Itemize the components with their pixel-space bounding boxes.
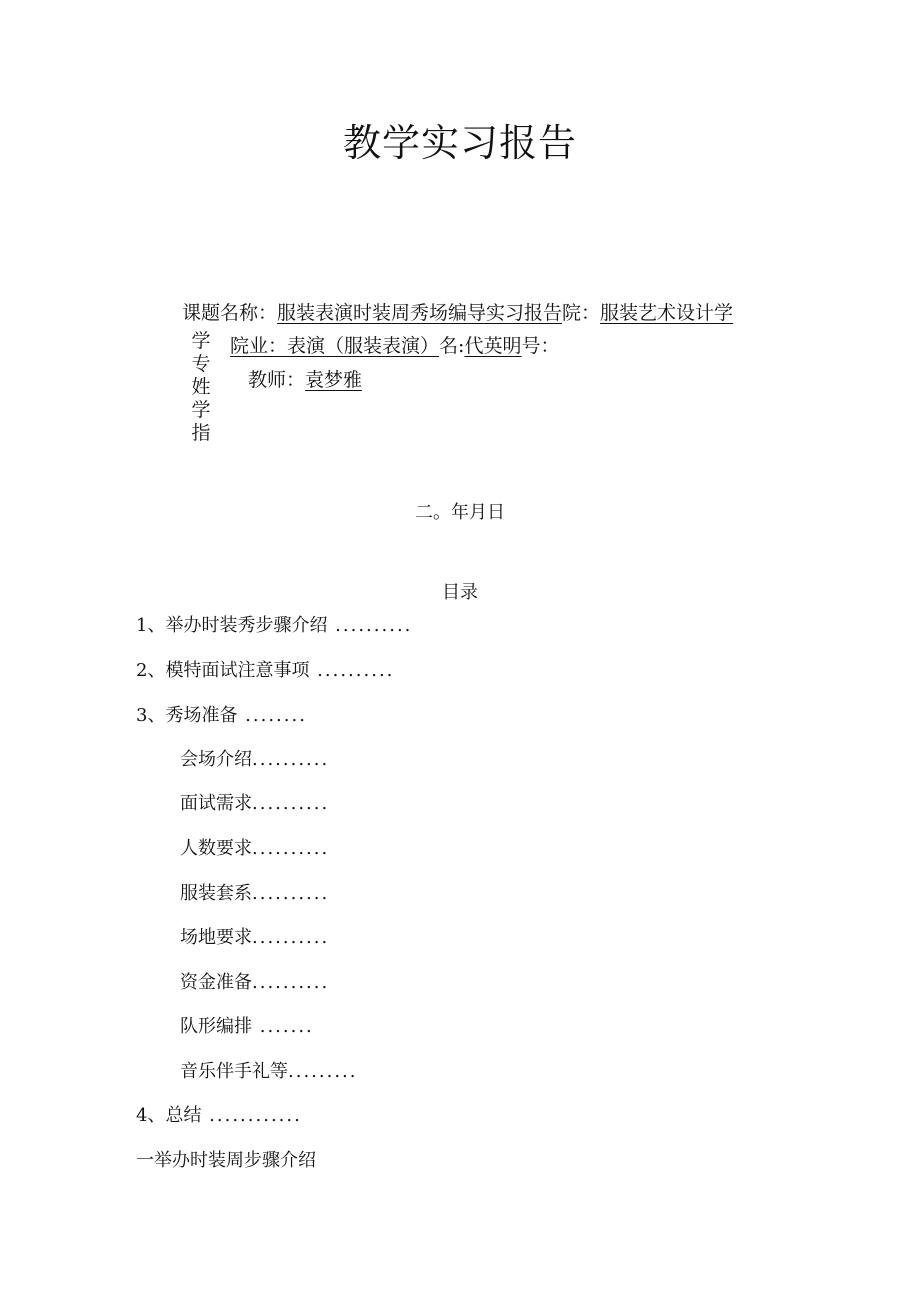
college-value: 服装艺术设计学 — [600, 302, 734, 324]
toc-item-dots: .......... — [309, 660, 395, 681]
toc-title: 目录 — [442, 582, 478, 603]
toc-item — [180, 879, 329, 905]
topic-label: 课题名称： — [182, 302, 278, 324]
toc-item-dots: .......... — [252, 838, 330, 859]
vertical-char: 专 — [191, 353, 211, 375]
name-label: 名: — [439, 335, 465, 357]
toc-item-text: 队形编排 — [180, 1016, 252, 1037]
toc-item-dots: .......... — [252, 972, 330, 993]
vertical-labels — [188, 330, 214, 445]
teacher-label: 教师： — [248, 369, 306, 391]
major-label: 院业： — [230, 335, 288, 357]
vertical-char: 指 — [191, 422, 211, 444]
toc-item-text: 2、模特面试注意事项 — [136, 660, 310, 681]
toc-item-text: 资金准备 — [180, 972, 252, 993]
toc-item-dots: .......... — [252, 793, 330, 814]
toc-item-text: 服装套系 — [180, 883, 252, 904]
toc-item — [180, 923, 329, 949]
toc-item-text: 人数要求 — [180, 838, 252, 859]
toc-item — [180, 834, 329, 860]
student-id-label: 号： — [521, 335, 560, 357]
toc-item-dots: ............ — [201, 1105, 302, 1126]
toc-item-dots: ......... — [288, 1061, 358, 1082]
toc-item-dots: .......... — [252, 927, 330, 948]
toc-item-text: 1、举办时装秀步骤介绍 — [136, 615, 328, 636]
toc-item-dots: .......... — [327, 615, 413, 636]
toc-item-text: 场地要求 — [180, 927, 252, 948]
college-label: 院： — [562, 302, 601, 324]
topic-value: 服装表演时装周秀场编导实习报告 — [277, 302, 563, 324]
major-value: 表演（服装表演） — [287, 335, 440, 357]
teacher-value: 袁梦雅 — [305, 369, 363, 391]
document-title: 教学实习报告 — [342, 121, 577, 165]
toc-item — [180, 789, 329, 815]
toc-item-text: 3、秀场准备 — [136, 705, 238, 726]
section-heading: 一举办时装周步骤介绍 — [136, 1150, 316, 1171]
toc-item — [136, 1101, 302, 1127]
toc-item-dots: ....... — [252, 1016, 314, 1037]
toc-item — [180, 968, 329, 994]
toc-item-text: 会场介绍 — [180, 749, 252, 770]
toc-item — [180, 745, 329, 771]
toc-item-dots: ........ — [237, 705, 307, 726]
vertical-char: 姓 — [191, 376, 211, 398]
toc-item-dots: .......... — [252, 749, 330, 770]
toc-item — [136, 701, 307, 727]
toc-item — [180, 1057, 358, 1083]
name-value: 代英明 — [464, 335, 522, 357]
toc-item-text: 面试需求 — [180, 793, 252, 814]
toc-item-text: 4、总结 — [136, 1105, 202, 1126]
info-line-teacher — [248, 365, 362, 392]
vertical-char: 学 — [191, 399, 211, 421]
toc-item-text: 音乐伴手礼等 — [180, 1061, 288, 1082]
toc-item-dots: .......... — [252, 883, 330, 904]
report-date: 二。年月日 — [415, 502, 505, 523]
toc-item — [180, 1012, 314, 1038]
info-line-major — [230, 331, 559, 358]
toc-item — [136, 611, 412, 637]
vertical-char: 学 — [191, 330, 211, 352]
info-line-topic — [182, 298, 733, 325]
toc-item — [136, 656, 394, 682]
